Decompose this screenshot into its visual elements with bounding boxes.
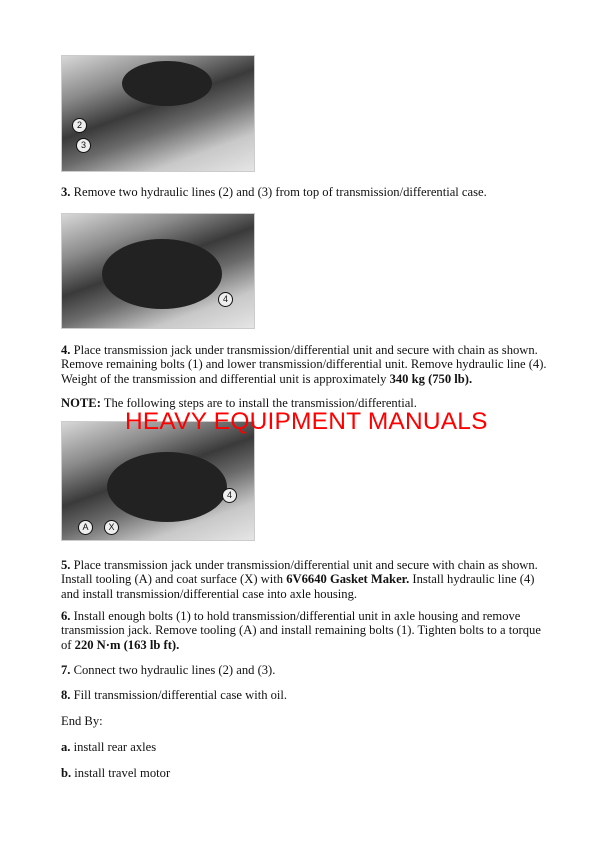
step-6: 6. Install enough bolts (1) to hold transmission/differential unit in axle housing and remove transmission jack. Remove tooling (A) and install remaining bolts (1). Tighten bolts to a torque of 220 N·m (163 lb ft). (61, 609, 541, 652)
note: NOTE: The following steps are to install the transmission/differential. (61, 396, 417, 410)
figure-hydraulic-lines (61, 55, 255, 172)
watermark: HEAVY EQUIPMENT MANUALS (125, 408, 488, 435)
callout: A (78, 520, 93, 535)
step-3: 3. Remove two hydraulic lines (2) and (3) from top of transmission/differential case. (61, 185, 487, 199)
end-by-label: End By: (61, 714, 103, 728)
callout: X (104, 520, 119, 535)
callout: 4 (218, 292, 233, 307)
step-5: 5. Place transmission jack under transmission/differential unit and secure with chain as shown. Install tooling (A) and coat surface (X) with 6V6640 Gasket Maker. Install hydraulic line (4) and install transmission/differential case into axle housing. (61, 558, 538, 601)
step-7: 7. Connect two hydraulic lines (2) and (3). (61, 663, 276, 677)
end-by-item-b: b. install travel motor (61, 766, 171, 780)
end-by-item-a: a. install rear axles (61, 740, 157, 754)
figure-transmission-jack (61, 213, 255, 329)
callout: 2 (72, 118, 87, 133)
step-8: 8. Fill transmission/differential case with oil. (61, 688, 288, 702)
step-4: 4. Place transmission jack under transmission/differential unit and secure with chain as shown. Remove remaining bolts (1) and lower transmission/differential unit. Remove hydraulic line (4). Weight of the transmission and differential unit is approximately 340 kg (750 lb). (61, 343, 547, 386)
callout: 3 (76, 138, 91, 153)
callout: 4 (222, 488, 237, 503)
figure-install-tooling (61, 421, 255, 541)
